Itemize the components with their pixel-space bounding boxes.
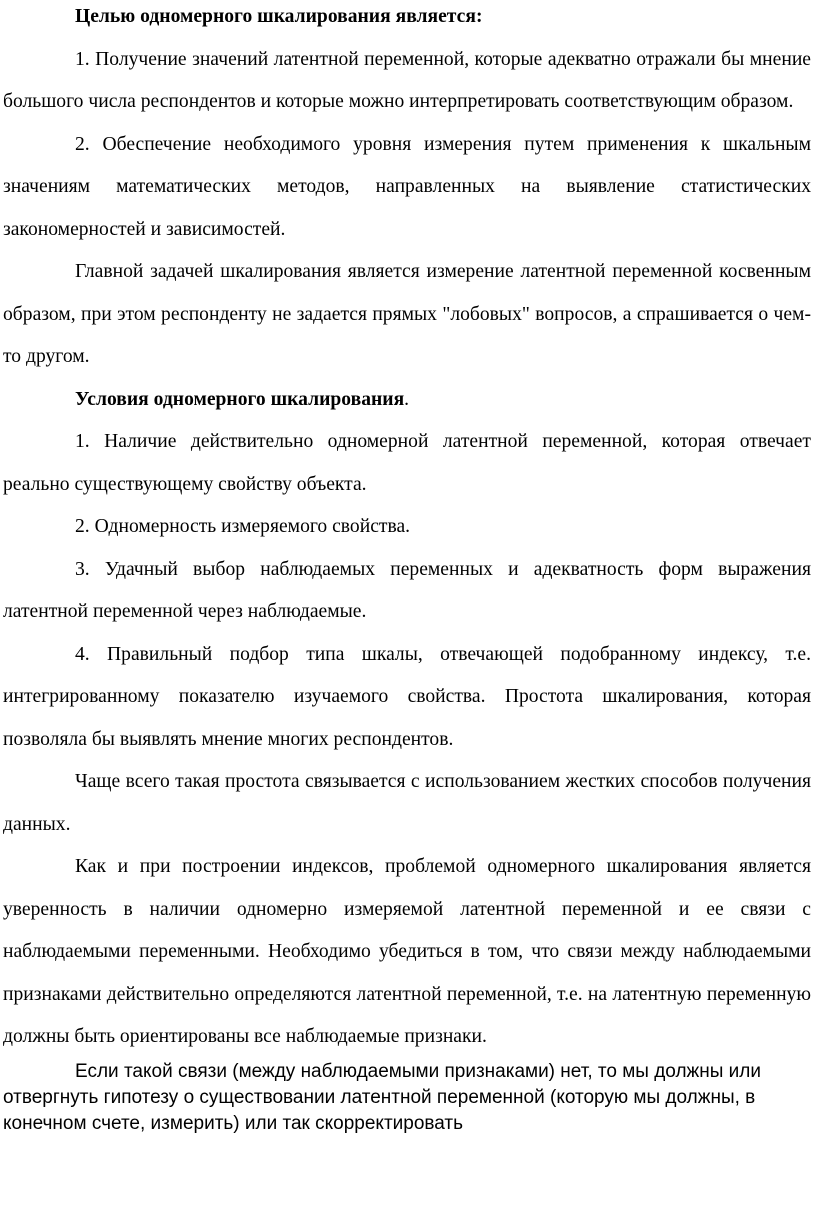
main-task-paragraph: Главной задачей шкалирования является измерение латентной переменной косвенным образом, при этом респонденту не задается прямых "лобовых" вопросов, а спрашивается о чем-то другом. [3,261,811,367]
condition-item-1: 1. Наличие действительно одномерной латентной переменной, которая отвечает реально существующему свойству объекта. [3,431,811,495]
conditions-heading: Условия одномерного шкалирования [75,388,405,410]
condition-item-2: 2. Одномерность измеряемого свойства. [75,516,411,537]
condition-item-3: 3. Удачный выбор наблюдаемых переменных и адекватность форм выражения латентной переменной через наблюдаемые. [3,558,811,622]
goals-heading: Целью одномерного шкалирования является: [75,6,483,27]
simplicity-paragraph: Чаще всего такая простота связывается с использованием жестких способов получения данных. [3,771,811,835]
condition-item-4: 4. Правильный подбор типа шкалы, отвечающей подобранному индексу, т.е. интегрированному показателю изучаемого свойства. Простота шкалирования, которая позволяла бы выявлять мнение многих респондентов. [3,643,811,750]
goal-item-1: 1. Получение значений латентной переменной, которые адекватно отражали бы мнение большого числа респондентов и которые можно интерпретировать соответствующим образом. [3,48,811,112]
conditions-heading-period: . [404,388,410,410]
goal-item-2: 2. Обеспечение необходимого уровня измерения путем применения к шкальным значениям математических методов, направленных на выявление статистических закономерностей и зависимостей. [3,133,811,240]
closing-paragraph: Если такой связи (между наблюдаемыми признаками) нет, то мы должны или отвергнуть гипотезу о существовании латентной переменной (которую мы должны, в конечном счете, измерить) или так скорректировать [3,1060,761,1134]
problem-paragraph: Как и при построении индексов, проблемой одномерного шкалирования является уверенность в наличии одномерно измеряемой латентной переменной и ее связи с наблюдаемыми переменными. Необходимо убедиться в том, что связи между наблюдаемыми признаками действительно определяются латентной переменной, т.е. на латентную переменную должны быть ориентированы все наблюдаемые признаки. [3,856,811,1047]
conditions-heading-line [3,379,811,422]
document-body [3,0,811,1137]
